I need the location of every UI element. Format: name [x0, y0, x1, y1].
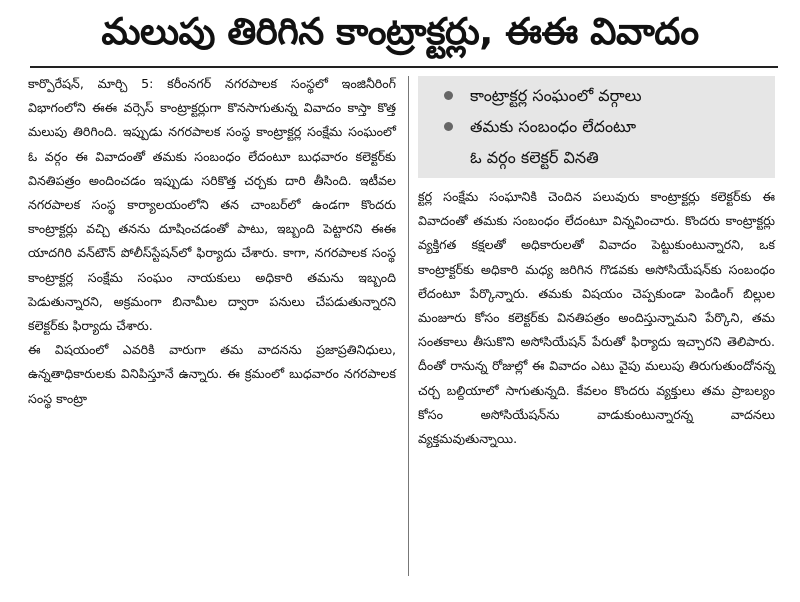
right-column — [418, 185, 775, 451]
highlights-box — [418, 76, 775, 178]
highlight-item — [432, 111, 767, 142]
bullet-icon — [444, 122, 453, 131]
bullet-icon — [444, 91, 453, 100]
right-paragraph-1: క్టర్ల సంక్షేమ సంఘానికి చెందిన పలువురు కాంట్రాక్టర్లు కలెక్టర్‌కు ఈ వివాదంతో తమకు సంబంధం లేదంటూ విన్నవించారు. కొందరు కాంట్రాక్టర్లు వ్యక్తిగత కక్షలతో అధికారులతో వివాదం పెట్టుకుంటున్నారని, ఒక కాంట్రాక్టర్‌కు అధికారి మధ్య జరిగిన గొడవకు అసోసియేషన్‌కు సంబంధం లేదంటూ పేర్కొన్నారు. తమకు విషయం చెప్పకుండా పెండింగ్‌ బిల్లుల మంజూరు కోసం కలెక్టర్‌కు వినతిపత్రం అందిస్తున్నామని పేర్కొని, తమ సంతకాలు తీసుకొని అసోసియేషన్‌ పేరుతో ఫిర్యాదు ఇచ్చారని తెలిపారు. దీంతో రానున్న రోజుల్లో ఈ వివాదం ఎటు వైపు మలుపు తిరుగుతుందోనన్న చర్చ బల్దియాలో సాగుతున్నది. కేవలం కొందరు వ్యక్తులు తమ ప్రాబల్యం కోసం అసోసియేషన్‌ను వాడుకుంటున్నారన్న వాదనలు వ్యక్తమవుతున్నాయి. — [418, 189, 775, 447]
headline-rule — [30, 66, 778, 68]
highlight-item-continuation — [432, 142, 767, 173]
highlight-text: తమకు సంబంధం లేదంటూ — [470, 117, 637, 136]
highlight-text: కాంట్రాక్టర్ల సంఘంలో వర్గాలు — [470, 86, 642, 105]
highlight-item — [432, 80, 767, 111]
left-column — [28, 72, 396, 411]
left-paragraph-1: కార్పొరేషన్‌, మార్చి 5: కరీంనగర్‌ నగరపాలక సంస్థలో ఇంజినీరింగ్‌ విభాగంలోని ఈఈ వర్సెస్‌ కాంట్రాక్టర్లుగా కొనసాగుతున్న వివాదం కాస్తా కొత్త మలుపు తిరిగింది. ఇప్పుడు నగరపాలక సంస్థ కాంట్రాక్టర్ల సంక్షేమ సంఘంలో ఓ వర్గం ఈ వివాదంతో తమకు సంబంధం లేదంటూ బుధవారం కలెక్టర్‌కు వినతిపత్రం అందించడం ఇప్పుడు సరికొత్త చర్చకు దారి తీసింది. ఇటీవల నగరపాలక సంస్థ కార్యాలయంలోని తన చాంబర్‌లో ఉండగా కొందరు కాంట్రాక్టర్లు వచ్చి తనను దూషించడంతో పాటు, ఇబ్బంది పెట్టారని ఈఈ యాదగిరి వన్‌టౌన్‌ పోలీస్‌స్టేషన్‌లో ఫిర్యాదు చేశారు. కాగా, నగరపాలక సంస్థ కాంట్రాక్టర్ల సంక్షేమ సంఘం నాయకులు అధికారి తమను ఇబ్బంది పెడుతున్నారని, అక్రమంగా బినామీల ద్వారా పనులు చేపడుతున్నారని కలెక్టర్‌కు ఫిర్యాదు చేశారు. — [28, 76, 396, 334]
headline: మలుపు తిరిగిన కాంట్రాక్టర్లు, ఈఈ వివాదం — [101, 10, 699, 53]
left-paragraph-2: ఈ విషయంలో ఎవరికి వారుగా తమ వాదనను ప్రజాప్రతినిధులు, ఉన్నతాధికారులకు వినిపిస్తూనే ఉన్నారు. ఈ క్రమంలో బుధవారం నగరపాలక సంస్థ కాంట్రా — [28, 342, 396, 406]
column-divider — [408, 76, 409, 576]
highlight-text: ఓ వర్గం కలెక్టర్‌ వినతి — [470, 148, 599, 167]
